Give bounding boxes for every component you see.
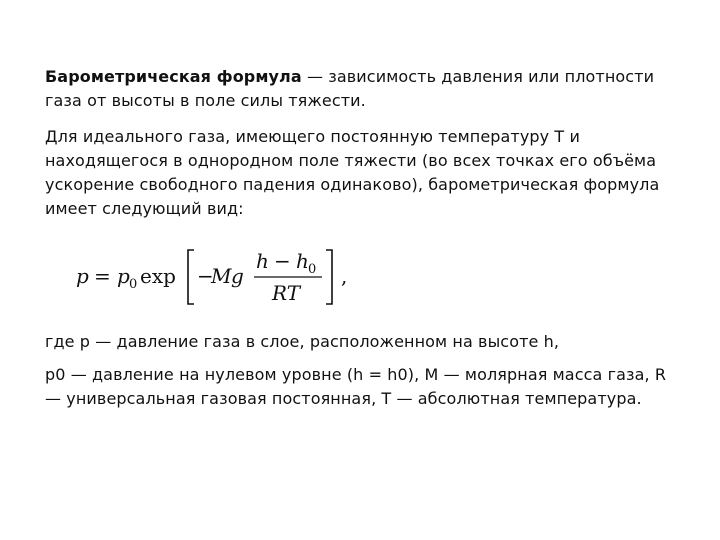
formula-lhs-p: p: [76, 264, 89, 288]
formula-left-bracket: [188, 250, 194, 304]
formula-exp: exp: [140, 264, 176, 288]
formula-numerator-h: h: [256, 249, 269, 273]
formula-g: g: [231, 264, 244, 288]
formula-equals: =: [94, 264, 111, 288]
formula-numerator-h0-sub: 0: [308, 262, 317, 277]
formula-right-bracket: [326, 250, 332, 304]
definitions-line-1: где p — давление газа в слое, расположенном на высоте h,: [45, 332, 560, 351]
formula-graphic: [76, 244, 366, 310]
intro-paragraph: [45, 65, 685, 113]
term-barometric-formula: Барометрическая формула: [45, 67, 302, 86]
formula-numerator-h0-base: h: [296, 249, 309, 273]
definitions-paragraph: p0 — давление на нулевом уровне (h = h0), M — молярная масса газа, R — универсальная газовая постоянная, T — абсолютная температура.: [45, 365, 667, 408]
formula-M: M: [211, 264, 232, 288]
formula-denominator: RT: [272, 281, 301, 305]
formula-comma: ,: [341, 264, 348, 288]
formula-p0-base: p: [117, 264, 130, 288]
conditions-paragraph: Для идеального газа, имеющего постоянную температуру T и находящегося в однородном поле тяжести (во всех точках его объёма ускорение свободного падения одинаково), барометрическая формула имеет следующий вид:: [45, 127, 660, 218]
intro-definition: — зависимость давления или плотности газа от высоты в поле силы тяжести.: [45, 67, 655, 110]
formula-minus: −: [197, 264, 214, 288]
formula-numerator-minus: −: [274, 249, 291, 273]
barometric-formula: [76, 244, 366, 310]
formula-p0-sub: 0: [129, 277, 138, 292]
